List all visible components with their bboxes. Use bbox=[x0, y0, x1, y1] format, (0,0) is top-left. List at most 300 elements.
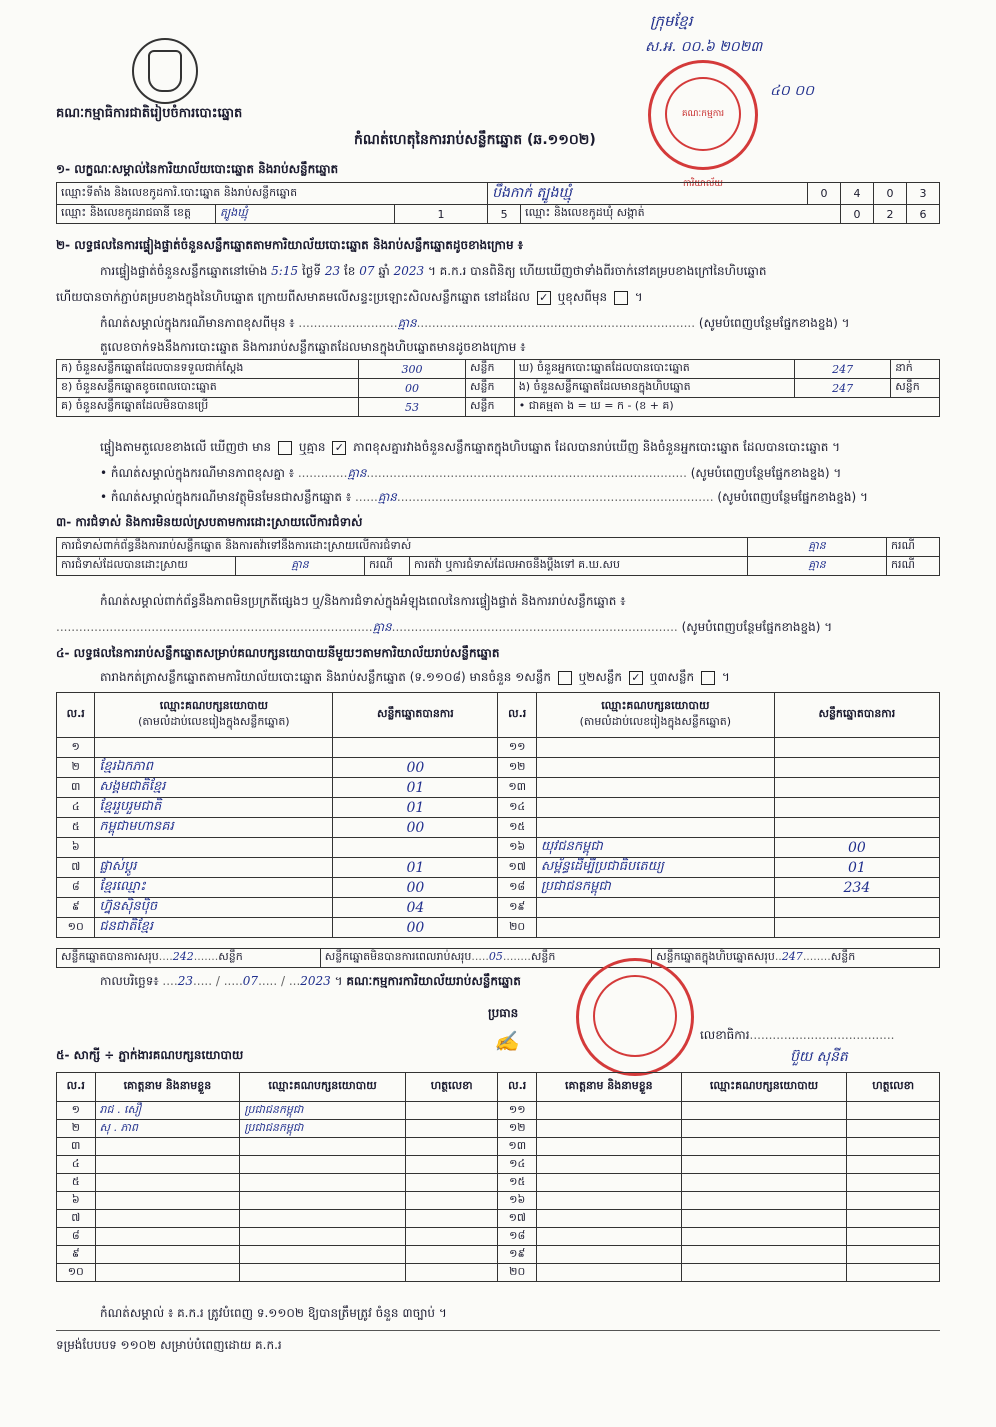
same-checkbox[interactable]: ✓ bbox=[537, 291, 551, 305]
witness-party bbox=[681, 1228, 847, 1246]
witness-party bbox=[681, 1138, 847, 1156]
table-row bbox=[57, 1192, 940, 1210]
table-row bbox=[57, 1102, 940, 1120]
bullet-difference-hint: (សូមបំពេញបន្ថែមផ្នែកខាងខ្នង) ។ bbox=[690, 466, 842, 480]
commune-label: ឈ្មោះ និងលេខកូដឃុំ សង្កាត់ bbox=[521, 205, 841, 224]
result-party bbox=[536, 738, 774, 758]
witness-party bbox=[240, 1264, 406, 1282]
commune-code-3: 6 bbox=[907, 205, 940, 224]
witness-no: ១១ bbox=[498, 1102, 537, 1120]
witness-no: ៨ bbox=[57, 1228, 96, 1246]
witness-signature bbox=[405, 1102, 498, 1120]
section3-title: ៣- ការជំទាស់ និងការមិនយល់ស្របតាមការដោះស្រាយលើការជំទាស់ bbox=[56, 515, 363, 529]
figures-row bbox=[57, 398, 940, 417]
result-party: យុវជនកម្ពុជា bbox=[536, 838, 774, 858]
figure-b-value: 00 bbox=[358, 379, 465, 398]
results-col-party bbox=[95, 693, 333, 738]
results-col-no-2: ល.រ bbox=[498, 693, 536, 738]
figure-d-unit: នាក់ bbox=[891, 360, 940, 379]
result-votes: 00 bbox=[333, 758, 498, 778]
result-party bbox=[536, 778, 774, 798]
result-party bbox=[536, 818, 774, 838]
result-votes: 234 bbox=[774, 878, 939, 898]
figure-d-label: ឃ) ចំនួនអ្នកបោះឆ្នោតដែលបានបោះឆ្នោត bbox=[514, 360, 794, 379]
witness-signature bbox=[405, 1156, 498, 1174]
result-no: ៦ bbox=[57, 838, 95, 858]
witness-col-party: ឈ្មោះគណបក្សនយោបាយ bbox=[240, 1073, 406, 1102]
station-label: ឈ្មោះទីតាំង និងលេខកូដការិ.បោះឆ្នោត និងរាប់សន្លឹកឆ្នោត bbox=[57, 183, 488, 205]
result-votes: 01 bbox=[774, 858, 939, 878]
witness-no: ៣ bbox=[57, 1138, 96, 1156]
secretary-label: លេខាធិការ bbox=[700, 1028, 750, 1042]
results-col-party-sub: (តាមលំដាប់លេខរៀងក្នុងសន្លឹកឆ្នោត) bbox=[138, 715, 290, 728]
witness-no: ១៥ bbox=[498, 1174, 537, 1192]
witness-name bbox=[537, 1156, 682, 1174]
result-no: ១៤ bbox=[498, 798, 536, 818]
figure-formula: • ជាគម្មតា ង = ឃ = ក - (ខ + គ) bbox=[514, 398, 939, 417]
compare-text-a: ផ្ទៀងតាមតួលេខខាងលើ ឃើញថា មាន bbox=[100, 440, 272, 454]
resolved-unit: ករណី bbox=[365, 557, 410, 576]
witness-name bbox=[95, 1246, 240, 1264]
objection-value: គ្មាន bbox=[748, 538, 887, 557]
result-votes bbox=[333, 838, 498, 858]
result-party: ប្រជាជនកម្ពុជា bbox=[536, 878, 774, 898]
verify-line-1 bbox=[100, 264, 767, 279]
witness-body bbox=[57, 1102, 940, 1282]
irregularity-note-value: គ្មាន bbox=[372, 620, 392, 634]
figure-a-value: 300 bbox=[358, 360, 465, 379]
results-col-party-sub-2: (តាមលំដាប់លេខរៀងក្នុងសន្លឹកឆ្នោត) bbox=[579, 715, 732, 728]
witness-no: ៥ bbox=[57, 1174, 96, 1192]
official-seal-bottom bbox=[576, 958, 694, 1076]
seal-text: គណៈកម្មការការិយាល័យ bbox=[665, 77, 741, 151]
committee-sign-label: គណៈកម្មការការិយាល័យរាប់សន្លឹកឆ្នោត bbox=[346, 974, 521, 988]
witness-col-sign: ហត្ថលេខា bbox=[405, 1073, 498, 1102]
result-no: ៩ bbox=[57, 898, 95, 918]
result-no: ៣ bbox=[57, 778, 95, 798]
witness-signature bbox=[405, 1210, 498, 1228]
result-votes bbox=[774, 778, 939, 798]
witness-name bbox=[537, 1210, 682, 1228]
result-no: ១១ bbox=[498, 738, 536, 758]
witness-no: ១៩ bbox=[498, 1246, 537, 1264]
date-label: កាលបរិច្ឆេទ៖ bbox=[100, 974, 159, 988]
result-votes: 01 bbox=[333, 858, 498, 878]
verify-day: 23 bbox=[324, 264, 341, 278]
result-votes: 00 bbox=[774, 838, 939, 858]
total-box-label: សន្លឹកឆ្នោតក្នុងហិបឆ្នោតសរុប bbox=[656, 950, 775, 963]
compare-line bbox=[100, 440, 840, 455]
witness-name bbox=[95, 1156, 240, 1174]
result-party: ខ្មែរ​ឯកភាព bbox=[95, 758, 333, 778]
witness-signature bbox=[847, 1246, 940, 1264]
figures-row bbox=[57, 379, 940, 398]
witness-signature bbox=[405, 1138, 498, 1156]
table-row bbox=[57, 818, 940, 838]
witness-party bbox=[240, 1174, 406, 1192]
witness-party bbox=[240, 1228, 406, 1246]
province-value: ត្បូងឃ្មុំ bbox=[216, 205, 395, 224]
result-party bbox=[536, 798, 774, 818]
commune-code-2: 2 bbox=[874, 205, 907, 224]
witness-name bbox=[95, 1138, 240, 1156]
table-row bbox=[57, 1120, 940, 1138]
witness-party bbox=[681, 1102, 847, 1120]
witness-signature bbox=[405, 1228, 498, 1246]
result-no: ២០ bbox=[498, 918, 536, 938]
table-row bbox=[57, 738, 940, 758]
commune-code-1: 0 bbox=[841, 205, 874, 224]
table-row bbox=[57, 798, 940, 818]
two-sheets-checkbox[interactable]: ✓ bbox=[629, 671, 643, 685]
section3-table bbox=[56, 537, 940, 576]
date-day: 23 bbox=[177, 974, 193, 988]
difference-note-label: កំណត់សម្គាល់ក្នុងករណីមានភាពខុសពីមុន ៖ bbox=[100, 316, 295, 330]
result-party bbox=[536, 918, 774, 938]
section1-title: ១- លក្ខណៈសម្គាល់នៃការិយាល័យបោះឆ្នោត និងរាប់សន្លឹកឆ្នោត bbox=[56, 162, 339, 176]
witness-col-no: ល.រ bbox=[57, 1073, 96, 1102]
results-col-votes-2: សន្លឹកឆ្នោតបានការ bbox=[774, 693, 939, 738]
results-col-party-label-2: ឈ្មោះគណបក្សនយោបាយ bbox=[601, 699, 710, 712]
result-votes bbox=[774, 818, 939, 838]
witness-name bbox=[537, 1120, 682, 1138]
figure-a-label: ក) ចំនួនសន្លឹកឆ្នោតដែលបានទទួលជាក់ស្តែង bbox=[57, 360, 359, 379]
witness-party bbox=[681, 1174, 847, 1192]
figures-row bbox=[57, 360, 940, 379]
witness-name bbox=[537, 1138, 682, 1156]
witness-name bbox=[95, 1174, 240, 1192]
irregularity-note-hint: (សូមបំពេញបន្ថែមផ្នែកខាងខ្នង) ។ bbox=[681, 620, 833, 634]
total-valid-cell: សន្លឹកឆ្នោតបានការសរុប....242.......សន្លឹក bbox=[57, 949, 321, 968]
section2-title: ២- លទ្ធផលនៃការផ្ទៀងផ្ទាត់ចំនួនសន្លឹកឆ្នោតតាមការិយាល័យបោះឆ្នោត និងរាប់សន្លឹកឆ្នោតដូចខាងក្រោម ៖ bbox=[56, 238, 524, 252]
figure-e-value: 247 bbox=[794, 379, 890, 398]
chair-signature: ✍ bbox=[494, 1029, 519, 1053]
figure-c-value: 53 bbox=[358, 398, 465, 417]
result-votes: 01 bbox=[333, 778, 498, 798]
figures-subtitle: តួលេខចាក់ទងនឹងការបោះឆ្នោត និងការរាប់សន្លឹកឆ្នោតដែលមានក្នុងហិបឆ្នោតមានដូចខាងក្រោម ៖ bbox=[100, 340, 526, 354]
station-value: បឹងកាក់ ត្បូងឃ្មុំ bbox=[488, 183, 808, 205]
figures-table bbox=[56, 359, 940, 417]
witness-signature bbox=[405, 1192, 498, 1210]
one-sheet-checkbox[interactable] bbox=[558, 671, 572, 685]
witness-party bbox=[681, 1210, 847, 1228]
verify-text-e: ។ គ.ក.រ បានពិនិត្យ ហើយឃើញថាទាំងពីរចាក់នៅគម្របខាងក្រៅនៃហិបឆ្នោត bbox=[427, 264, 767, 278]
result-party bbox=[95, 738, 333, 758]
result-votes bbox=[333, 738, 498, 758]
compare-text-c: ភាពខុសគ្នារវាងចំនួនសន្លឹកឆ្នោតក្នុងហិបឆ្នោត ដែលបានរាប់ឃើញ និងចំនួនអ្នកបោះឆ្នោត ដែលបានបោះឆ្នោត ។ bbox=[353, 440, 841, 454]
witness-party bbox=[240, 1210, 406, 1228]
result-party bbox=[536, 898, 774, 918]
result-votes bbox=[774, 738, 939, 758]
witness-party bbox=[240, 1138, 406, 1156]
witness-name bbox=[537, 1264, 682, 1282]
result-no: ១៩ bbox=[498, 898, 536, 918]
witness-signature bbox=[847, 1174, 940, 1192]
total-valid-value: 242 bbox=[172, 950, 194, 963]
resolved-value: គ្មាន bbox=[236, 557, 365, 576]
bullet-difference: • កំណត់សម្គាល់ក្នុងករណីមានភាពខុសគ្នា ៖ .............គ្មាន.................................................................................... (សូមបំពេញបន្ថែមផ្នែកខាងខ្នង) ។ bbox=[100, 466, 842, 480]
witness-signature bbox=[405, 1264, 498, 1282]
results-body bbox=[57, 738, 940, 938]
witness-party bbox=[240, 1192, 406, 1210]
witness-no: ២០ bbox=[498, 1264, 537, 1282]
witness-party bbox=[681, 1246, 847, 1264]
appeal-value: គ្មាន bbox=[748, 557, 887, 576]
total-invalid-unit: សន្លឹក bbox=[530, 950, 556, 963]
table-row bbox=[57, 1174, 940, 1192]
bullet-foreign-hint: (សូមបំពេញបន្ថែមផ្នែកខាងខ្នង) ។ bbox=[717, 490, 868, 504]
figure-c-label: គ) ចំនួនសន្លឹកឆ្នោតដែលមិនបានប្រើ bbox=[57, 398, 359, 417]
figure-e-unit: សន្លឹក bbox=[891, 379, 940, 398]
verify-time: 5:15 bbox=[271, 264, 299, 278]
witness-no: ១ bbox=[57, 1102, 96, 1120]
stamp-note: ក្រុមខ្មែរ bbox=[650, 12, 693, 30]
total-valid-label: សន្លឹកឆ្នោតបានការសរុប bbox=[61, 950, 159, 963]
emblem-logo bbox=[132, 38, 198, 104]
witness-party bbox=[681, 1192, 847, 1210]
changed-label: ឬខុសពីមុន bbox=[557, 290, 608, 304]
result-no: ១៨ bbox=[498, 878, 536, 898]
figure-b-unit: សន្លឹក bbox=[466, 379, 515, 398]
table-row bbox=[57, 878, 940, 898]
witness-table bbox=[56, 1072, 940, 1282]
witness-name bbox=[95, 1192, 240, 1210]
table-row bbox=[57, 1138, 940, 1156]
official-seal-top bbox=[648, 60, 758, 189]
result-no: ១៥ bbox=[498, 818, 536, 838]
witness-col-sign-2: ហត្ថលេខា bbox=[847, 1073, 940, 1102]
result-party: ហ្វ៊ុនស៊ិនប៉ិច bbox=[95, 898, 333, 918]
verify-text-b: ថ្ងៃទី bbox=[301, 264, 321, 278]
witness-signature bbox=[847, 1210, 940, 1228]
result-no: ២ bbox=[57, 758, 95, 778]
witness-signature bbox=[847, 1156, 940, 1174]
irregularity-note: ...................................................................................គ្មាន........................................................................... (សូមបំពេញបន្ថែមផ្នែកខាងខ្នង) ។ bbox=[56, 620, 833, 634]
bullet-foreign-label: • កំណត់សម្គាល់ក្នុងករណីមានវត្ថុមិនមែនជាសន្លឹកឆ្នោត ៖ bbox=[100, 490, 352, 504]
station-code-3: 0 bbox=[874, 183, 907, 205]
committee-name: គណៈកម្មាធិការជាតិរៀបចំការបោះឆ្នោត bbox=[56, 106, 243, 121]
footer-divider bbox=[56, 1330, 940, 1331]
difference-note-hint: (សូមបំពេញបន្ថែមផ្នែកខាងខ្នង) ។ bbox=[698, 316, 850, 330]
witness-no: ១២ bbox=[498, 1120, 537, 1138]
result-no: ១៦ bbox=[498, 838, 536, 858]
witness-col-party-2: ឈ្មោះគណបក្សនយោបាយ bbox=[681, 1073, 847, 1102]
objection-label: ការជំទាស់ពាក់ព័ន្ធនឹងការរាប់សន្លឹកឆ្នោត និងការតវ៉ាទៅនឹងការដោះស្រាយលើការជំទាស់ bbox=[57, 538, 748, 557]
witness-party: ប្រជាជនកម្ពុជា bbox=[240, 1102, 406, 1120]
verify-line-2: ហើយបានចាក់ភ្ជាប់គម្របខាងក្នុងនៃហិបឆ្នោត ក្រោយពីសមាគមលើសន្ទះប្រឡោះសិលសន្លឹកឆ្នោត នៅដដែល ✓ ឬខុសពីមុន ។ bbox=[56, 290, 643, 304]
bullet-foreign-value: គ្មាន bbox=[377, 490, 397, 504]
section5-title: ៥- សាក្សី ÷ ភ្នាក់ងារគណបក្សនយោបាយ bbox=[56, 1048, 244, 1062]
result-no: ៥ bbox=[57, 818, 95, 838]
table-row bbox=[57, 1156, 940, 1174]
witness-signature bbox=[847, 1120, 940, 1138]
compare-text-b: ឬគ្មាន bbox=[298, 440, 326, 454]
result-no: ១០ bbox=[57, 918, 95, 938]
witness-party bbox=[681, 1120, 847, 1138]
form-title: កំណត់ហេតុនៃការរាប់សន្លឹកឆ្នោត (ឆ.១១០២) bbox=[354, 132, 596, 148]
total-valid-unit: សន្លឹក bbox=[218, 950, 243, 963]
table-row bbox=[57, 778, 940, 798]
total-box-cell: សន្លឹកឆ្នោតក្នុងហិបឆ្នោតសរុប..247........សន្លឹក bbox=[652, 949, 940, 968]
table-row bbox=[57, 918, 940, 938]
verify-text-d: ឆ្នាំ bbox=[378, 264, 390, 278]
witness-no: ៤ bbox=[57, 1156, 96, 1174]
result-votes: 00 bbox=[333, 878, 498, 898]
witness-col-name-2: គោត្តនាម និងនាមខ្លួន bbox=[537, 1073, 682, 1102]
result-votes bbox=[774, 898, 939, 918]
witness-name bbox=[537, 1192, 682, 1210]
result-votes bbox=[774, 758, 939, 778]
result-party: សម្ព័ន្ធដើម្បីប្រជាធិបតេយ្យ bbox=[536, 858, 774, 878]
witness-no: ១៧ bbox=[498, 1210, 537, 1228]
total-box-unit: សន្លឹក bbox=[830, 950, 856, 963]
result-party: សង្គមជាតិខ្មែរ bbox=[95, 778, 333, 798]
figure-c-unit: សន្លឹក bbox=[466, 398, 515, 417]
witness-col-no-2: ល.រ bbox=[498, 1073, 537, 1102]
witness-party bbox=[681, 1156, 847, 1174]
result-votes bbox=[774, 918, 939, 938]
result-no: ១ bbox=[57, 738, 95, 758]
result-votes: 00 bbox=[333, 818, 498, 838]
table-row bbox=[57, 758, 940, 778]
province-code-2: 5 bbox=[488, 205, 521, 224]
witness-name: រាជ . សឿ bbox=[95, 1102, 240, 1120]
station-code-2: 4 bbox=[841, 183, 874, 205]
witness-signature bbox=[847, 1138, 940, 1156]
witness-name: សុ . ភាព bbox=[95, 1120, 240, 1138]
result-party: ជនជាតិខ្មែរ bbox=[95, 918, 333, 938]
witness-name bbox=[95, 1210, 240, 1228]
table-row bbox=[57, 838, 940, 858]
difference-note-value: គ្មាន bbox=[397, 316, 417, 330]
station-code-4: 3 bbox=[907, 183, 940, 205]
table-row bbox=[57, 1246, 940, 1264]
bullet-foreign-object: • កំណត់សម្គាល់ក្នុងករណីមានវត្ថុមិនមែនជាសន្លឹកឆ្នោត ៖ ......គ្មាន................................................................................... (សូមបំពេញបន្ថែមផ្នែកខាងខ្នង) ។ bbox=[100, 490, 868, 504]
verify-year: 2023 bbox=[393, 264, 425, 278]
witness-party bbox=[240, 1156, 406, 1174]
witness-name bbox=[95, 1228, 240, 1246]
figure-a-unit: សន្លឹក bbox=[466, 360, 515, 379]
province-label: ឈ្មោះ និងលេខកូដរាជធានី ខេត្ត bbox=[57, 205, 216, 224]
result-votes: 04 bbox=[333, 898, 498, 918]
result-votes bbox=[774, 798, 939, 818]
results-col-votes: សន្លឹកឆ្នោតបានការ bbox=[333, 693, 498, 738]
changed-checkbox[interactable] bbox=[614, 291, 628, 305]
result-no: ១២ bbox=[498, 758, 536, 778]
table-row bbox=[57, 1228, 940, 1246]
date-month: 07 bbox=[242, 974, 259, 988]
result-votes: 01 bbox=[333, 798, 498, 818]
witness-name bbox=[537, 1228, 682, 1246]
result-votes: 00 bbox=[333, 918, 498, 938]
result-no: ៧ bbox=[57, 858, 95, 878]
result-party: ផ្លាស់ប្តូរ bbox=[95, 858, 333, 878]
has-difference-checkbox[interactable] bbox=[278, 441, 292, 455]
results-col-party-2 bbox=[536, 693, 774, 738]
total-invalid-label: សន្លឹកឆ្នោតមិនបានការពេលរាប់សរុប bbox=[324, 950, 472, 963]
verify-text-a: ការផ្ទៀងផ្ទាត់ចំនួនសន្លឹកឆ្នោតនៅម៉ោង bbox=[100, 264, 268, 278]
resolved-label: ការជំទាស់ដែលបានដោះស្រាយ bbox=[57, 557, 236, 576]
totals-table bbox=[56, 948, 940, 968]
objection-unit: ករណី bbox=[887, 538, 940, 557]
witness-no: ១៦ bbox=[498, 1192, 537, 1210]
two-sheets-label: ឬ២សន្លឹក bbox=[578, 670, 622, 684]
three-sheets-label: ឬ៣សន្លឹក bbox=[649, 670, 695, 684]
difference-note: កំណត់សម្គាល់ក្នុងករណីមានភាពខុសពីមុន ៖ ..........................គ្មាន......................................................................... (សូមបំពេញបន្ថែមផ្នែកខាងខ្នង) ។ bbox=[100, 316, 850, 330]
figure-b-label: ខ) ចំនួនសន្លឹកឆ្នោតខូចពេលបោះឆ្នោត bbox=[57, 379, 359, 398]
chair-label: ប្រធាន bbox=[488, 1006, 519, 1020]
figure-d-value: 247 bbox=[794, 360, 890, 379]
table-row bbox=[57, 1210, 940, 1228]
witness-col-name: គោត្តនាម និងនាមខ្លួន bbox=[95, 1073, 240, 1102]
witness-party bbox=[240, 1246, 406, 1264]
stamp-note-2: ស.អ. ០០.៦ ២០២៣ bbox=[645, 39, 763, 55]
witness-signature bbox=[405, 1120, 498, 1138]
witness-no: ១៤ bbox=[498, 1156, 537, 1174]
secretary-line: លេខាធិការ...................................... bbox=[700, 1028, 895, 1042]
witness-name bbox=[537, 1246, 682, 1264]
witness-party bbox=[681, 1264, 847, 1282]
three-sheets-checkbox[interactable] bbox=[701, 671, 715, 685]
total-box-value: 247 bbox=[781, 950, 803, 963]
appeal-unit: ករណី bbox=[887, 557, 940, 576]
result-no: ១៧ bbox=[498, 858, 536, 878]
figure-e-label: ង) ចំនួនសន្លឹកឆ្នោតដែលមានក្នុងហិបឆ្នោត bbox=[514, 379, 794, 398]
section1-table bbox=[56, 182, 940, 224]
witness-signature bbox=[847, 1102, 940, 1120]
verify-text-c: ខែ bbox=[343, 264, 356, 278]
results-table bbox=[56, 692, 940, 938]
tally-sheet-line: តារាងកត់ត្រាសន្លឹកឆ្នោតតាមការិយាល័យបោះឆ្នោត និងរាប់សន្លឹកឆ្នោត (ទ.១១០៨) មានចំនួន ១សន្លឹក ឬ២សន្លឹក ✓ ឬ៣សន្លឹក ។ bbox=[100, 670, 730, 684]
witness-signature bbox=[847, 1192, 940, 1210]
date-year: 2023 bbox=[300, 974, 331, 988]
table-row bbox=[57, 898, 940, 918]
result-party: កម្ពុជាមហានគរ bbox=[95, 818, 333, 838]
bullet-difference-value: គ្មាន bbox=[347, 466, 367, 480]
total-invalid-cell: សន្លឹកឆ្នោតមិនបានការពេលរាប់សរុប.....05........សន្លឹក bbox=[320, 949, 651, 968]
station-code-1: 0 bbox=[808, 183, 841, 205]
result-party: ខ្មែរ​ឈ្មោះ bbox=[95, 878, 333, 898]
province-code-1: 1 bbox=[395, 205, 488, 224]
stamp-note-3: ៤០ ០០ bbox=[770, 83, 815, 99]
footnote: កំណត់សម្គាល់ ៖ គ.ក.រ ត្រូវបំពេញ ទ.១១០២ ឱ្យបានត្រឹមត្រូវ ចំនួន ៣ច្បាប់ ។ bbox=[100, 1306, 447, 1320]
no-difference-checkbox[interactable]: ✓ bbox=[332, 441, 346, 455]
witness-no: ៧ bbox=[57, 1210, 96, 1228]
form-footer: ទម្រង់បែបបទ ១១០២ សម្រាប់បំពេញដោយ គ.ក.រ bbox=[56, 1338, 282, 1352]
result-no: ១៣ bbox=[498, 778, 536, 798]
witness-signature bbox=[405, 1174, 498, 1192]
table-row bbox=[57, 858, 940, 878]
result-party bbox=[536, 758, 774, 778]
result-no: ៨ bbox=[57, 878, 95, 898]
witness-name bbox=[537, 1174, 682, 1192]
witness-no: ១៣ bbox=[498, 1138, 537, 1156]
witness-no: ៩ bbox=[57, 1246, 96, 1264]
results-col-no: ល.រ bbox=[57, 693, 95, 738]
result-party bbox=[95, 838, 333, 858]
total-invalid-value: 05 bbox=[488, 950, 503, 963]
witness-signature bbox=[847, 1228, 940, 1246]
result-party: ខ្មែររួបរួមជាតិ bbox=[95, 798, 333, 818]
appeal-label: ការតវ៉ា ឬការជំទាស់ដែលអាចនឹងប្តឹងទៅ គ.ឃ.សប bbox=[410, 557, 748, 576]
table-row bbox=[57, 1264, 940, 1282]
witness-signature bbox=[405, 1246, 498, 1264]
tally-intro: តារាងកត់ត្រាសន្លឹកឆ្នោតតាមការិយាល័យបោះឆ្នោត និងរាប់សន្លឹកឆ្នោត (ទ.១១០៨) មានចំនួន ១សន្លឹក bbox=[100, 670, 551, 684]
witness-no: ២ bbox=[57, 1120, 96, 1138]
verify-month: 07 bbox=[359, 264, 375, 278]
verify-text-line2: ហើយបានចាក់ភ្ជាប់គម្របខាងក្នុងនៃហិបឆ្នោត ក្រោយពីសមាគមលើសន្ទះប្រឡោះសិលសន្លឹកឆ្នោត នៅដដែល bbox=[56, 290, 530, 304]
section4-title: ៤- លទ្ធផលនៃការរាប់សន្លឹកឆ្នោតសម្រាប់គណបក្សនយោបាយនីមួយៗតាមការិយាល័យរាប់សន្លឹកឆ្នោត bbox=[56, 646, 500, 660]
